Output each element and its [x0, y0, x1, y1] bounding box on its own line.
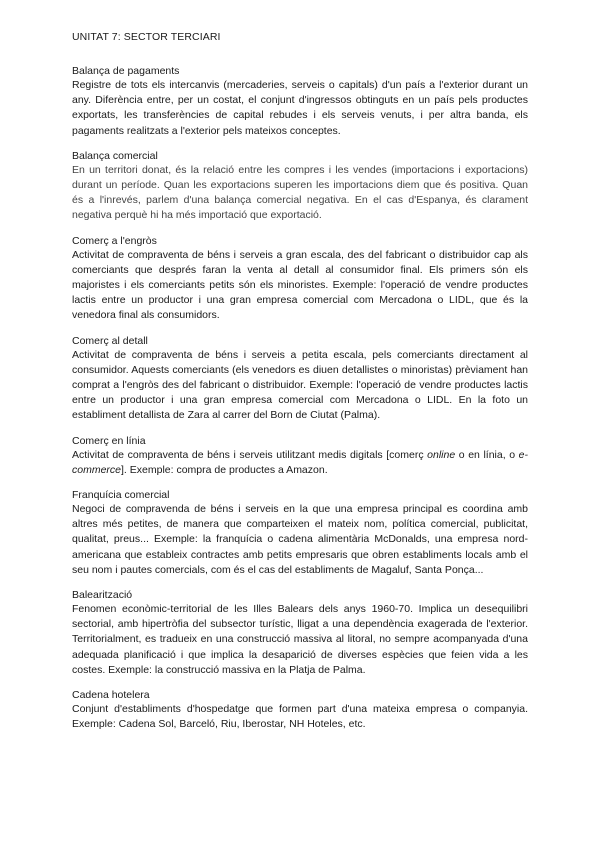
entry-title: Franquícia comercial: [72, 489, 170, 502]
entry-title: Cadena hotelera: [72, 689, 150, 702]
entry-title: Comerç a l'engròs: [72, 234, 157, 247]
entry-body: Activitat de compraventa de béns i serveis a gran escala, des del fabricant o distribuidor cap als comerciants que després faran la venta al detall al consumidor final. Els primers són els majoristes i els comerciants petits són els minoristes. Exemple: l'operació de vendre productes lactis entre un productor i una gran empresa comercial com Mercadona o LIDL, que és la venedora final als consumidors.: [72, 248, 528, 322]
entry-body-italic-online: online: [427, 448, 456, 461]
entry-body-italic-ecommerce: e-commerce: [72, 448, 528, 476]
glossary-entry-cadena-hotelera: [72, 689, 528, 732]
entry-title: Balança comercial: [72, 149, 158, 162]
entry-title: Comerç en línia: [72, 434, 146, 447]
entry-body-part: o en línia, o: [455, 448, 519, 461]
entry-body-part: ]. Exemple: compra de productes a Amazon.: [121, 463, 328, 476]
entry-body: En un territori donat, és la relació entre les compres i les vendes (importacions i exportacions) durant un període. Quan les exportacions superen les importacions diem que és positiva. Quan és a l'inrevés, parlem d'una balança comercial negativa. En el cas d'Espanya, és clarament negativa perquè hi ha més importació que exportació.: [72, 163, 528, 222]
glossary-entry-balearitzacio: [72, 589, 528, 678]
glossary-entry-comerc-detall: [72, 335, 528, 424]
entry-title: Comerç al detall: [72, 334, 148, 347]
entry-title: Balearització: [72, 589, 133, 602]
glossary-entry-balanca-comercial: [72, 150, 528, 224]
document-title: UNITAT 7: SECTOR TERCIARI: [72, 31, 221, 43]
glossary-entry-balanca-pagaments: [72, 65, 528, 139]
glossary-entry-comerc-engros: [72, 235, 528, 324]
entry-body-part: Activitat de compraventa de béns i serveis utilitzant medis digitals [comerç: [72, 448, 428, 461]
entry-body: [72, 448, 528, 478]
document-page: [72, 31, 528, 744]
entry-body: Registre de tots els intercanvis (mercaderies, serveis o capitals) d'un país a l'exterior durant un any. Diferència entre, per un costat, el conjunt d'ingressos obtinguts en un país pels productes exportats, les transferències de capital rebudes i els serveis venuts, i per altra banda, els pagaments realitzats a l'exterior pels mateixos conceptes.: [72, 79, 528, 137]
glossary-entry-franquicia: [72, 489, 528, 578]
glossary-entry-comerc-linia: [72, 435, 528, 478]
entry-body: Negoci de compravenda de béns i serveis en la que una empresa principal es coordina amb altres més petites, de manera que comparteixen el mateix nom, política comercial, publicitat, qualitat, preus... Exemple: la franquícia o cadena alimentària McDonalds, una empresa nord-americana que estableix contractes amb petits empresaris que obren establiments locals amb el seu nom i pautes comercials, com és el cas del establiments de Magaluf, Santa Ponça...: [72, 503, 528, 576]
entry-body: Activitat de compraventa de béns i serveis a petita escala, pels comerciants directament al consumidor. Aquests comerciants (els venedors es diuen detallistes o minoristas) prèviament han comprat a l'engròs des del fabricant o distribuidor. Exemple: l'operació de vendre productes lactis entre un productor i una gran empresa comercial com Mercadona o LIDL. En la foto un establiment detallista de Zara al carrer del Born de Ciutat (Palma).: [72, 348, 528, 422]
entry-title: Balança de pagaments: [72, 65, 180, 77]
entry-body: Conjunt d'establiments d'hospedatge que formen part d'una mateixa empresa o companyia. Exemple: Cadena Sol, Barceló, Riu, Iberostar, NH Hoteles, etc.: [72, 703, 528, 731]
entry-body: Fenomen econòmic-territorial de les Illes Balears dels anys 1960-70. Implica un desequilibri sectorial, amb hipertròfia del subsector turístic, lligat a una dependència exagerada de l'exterior. Territorialment, es tradueix en una construcció massiva al litoral, no sempre acompanyada d'una adequada planificació i que implica la desaparició de diverses espècies que feien vida a les costes. Exemple: la construcció massiva en la Platja de Palma.: [72, 603, 528, 676]
